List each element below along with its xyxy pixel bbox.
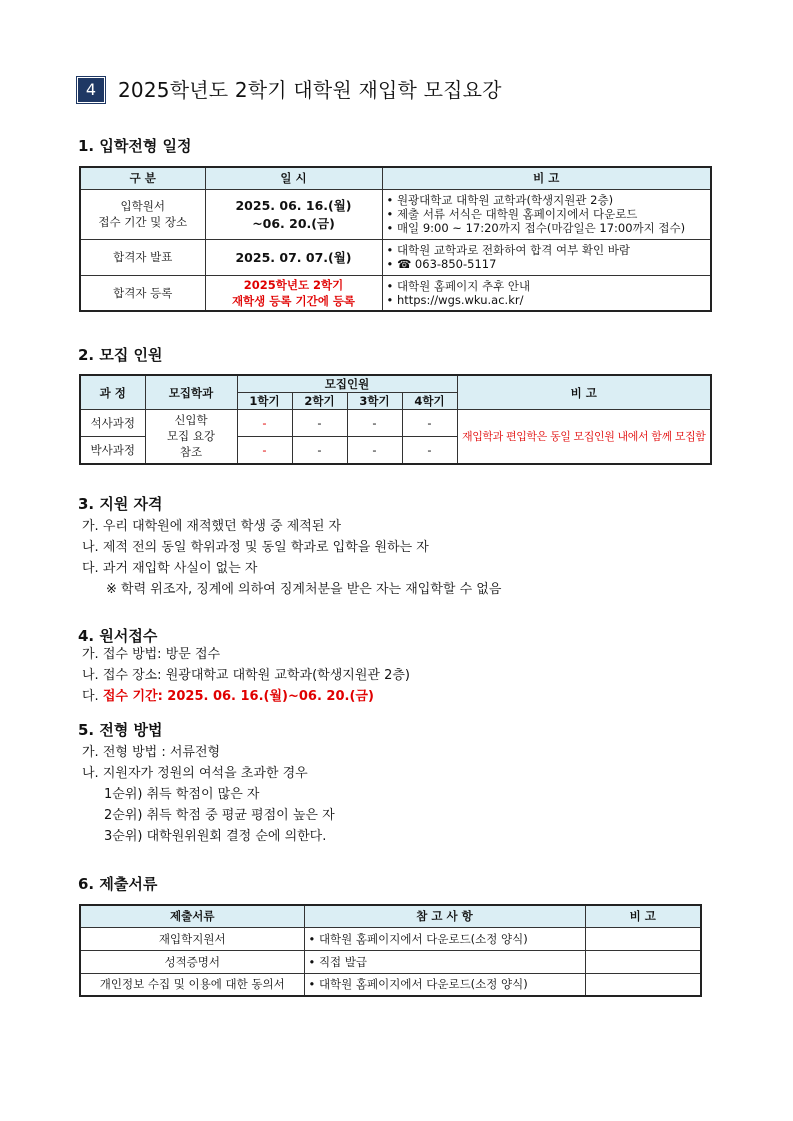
application-item: 가. 접수 방법: 방문 접수: [82, 647, 221, 662]
eligibility-item: 가. 우리 대학원에 재적했던 학생 중 제적된 자: [82, 519, 342, 534]
schedule-row-application: [80, 189, 711, 239]
schedule-notes: [382, 275, 711, 311]
priority-item: 3순위) 대학원위원회 결정 순에 의한다.: [104, 829, 327, 844]
course-name: 박사과정: [80, 437, 145, 464]
label-line: 입학원서: [120, 199, 165, 213]
document-ref: [304, 973, 585, 996]
quota-header-note: 비 고: [457, 375, 711, 410]
ref-text: • 직접 발급: [309, 955, 368, 969]
eligibility-item: 나. 제적 전의 동일 학위과정 및 동일 학과로 입학을 원하는 자: [82, 540, 429, 555]
note-item: • 매일 9:00 ~ 17:20까지 접수(마감일은 17:00까지 접수): [387, 221, 707, 235]
document-note: [585, 973, 701, 996]
semester-4-header: 4학기: [402, 393, 457, 410]
document-note: [585, 927, 701, 950]
document-ref: [304, 927, 585, 950]
application-item: 나. 접수 장소: 원광대학교 대학원 교학과(학생지원관 2층): [82, 668, 410, 683]
schedule-date: [205, 275, 382, 311]
schedule-row-registration: [80, 275, 711, 311]
dept-line: 참조: [179, 445, 203, 460]
documents-row: [80, 950, 701, 973]
quota-value: -: [292, 437, 347, 464]
section3-heading: 3. 지원 자격: [78, 495, 163, 513]
semester-1-header: 1학기: [237, 393, 292, 410]
document-name: 개인정보 수집 및 이용에 대한 동의서: [80, 973, 304, 996]
quota-value: -: [347, 410, 402, 437]
quota-value: -: [237, 410, 292, 437]
priority-item: 1순위) 취득 학점이 많은 자: [104, 787, 260, 802]
section1-heading: 1. 입학전형 일정: [78, 137, 192, 155]
document-title: 2025학년도 2학기 대학원 재입학 모집요강: [118, 78, 502, 102]
eligibility-item: 다. 과거 재입학 사실이 없는 자: [82, 561, 258, 576]
application-period-text: 접수 기간: 2025. 06. 16.(월)~06. 20.(금): [102, 689, 374, 704]
note-item: • ☎ 063-850-5117: [387, 257, 707, 271]
eligibility-note: ※ 학력 위조자, 징계에 의하여 징계처분을 받은 자는 재입학할 수 없음: [106, 582, 502, 597]
document-note: [585, 950, 701, 973]
section5-heading: 5. 전형 방법: [78, 721, 163, 739]
quota-note: 재입학과 편입학은 동일 모집인원 내에서 함께 모집함: [457, 410, 711, 464]
ref-text: • 대학원 홈페이지에서 다운로드(소정 양식): [309, 977, 528, 991]
item-prefix: 다.: [82, 689, 103, 704]
quota-value: -: [237, 437, 292, 464]
quota-header-quota: 모집인원: [237, 375, 457, 393]
quota-value: -: [402, 410, 457, 437]
section3-list: [82, 516, 501, 600]
document-ref: [304, 950, 585, 973]
dept-line: 모집 요강: [166, 429, 216, 444]
document-name: 성적증명서: [80, 950, 304, 973]
quota-header-row: [80, 375, 711, 393]
semester-3-header: 3학기: [347, 393, 402, 410]
quota-value: -: [402, 437, 457, 464]
ref-text: • 대학원 홈페이지에서 다운로드(소정 양식): [309, 932, 528, 946]
quota-table: [79, 374, 712, 465]
application-period: [82, 686, 410, 707]
homepage-link[interactable]: • https://wgs.wku.ac.kr/: [387, 293, 707, 307]
documents-header-note: 비 고: [585, 905, 701, 927]
documents-row: [80, 973, 701, 996]
schedule-row-announcement: [80, 239, 711, 275]
note-item: • 대학원 홈페이지 추후 안내: [387, 279, 707, 293]
schedule-header-note: 비 고: [382, 167, 711, 189]
documents-header-doc: 제출서류: [80, 905, 304, 927]
course-name: 석사과정: [80, 410, 145, 437]
selection-item: 나. 지원자가 정원의 여석을 초과한 경우: [82, 766, 308, 781]
section5-list: [82, 742, 335, 847]
semester-2-header: 2학기: [292, 393, 347, 410]
section2-heading: 2. 모집 인원: [78, 346, 163, 364]
schedule-table: [79, 166, 712, 312]
section4-list: [82, 644, 410, 707]
schedule-notes: [382, 189, 711, 239]
schedule-label: 합격자 등록: [80, 275, 205, 311]
date-line: ~06. 20.(금): [252, 216, 335, 231]
documents-row: [80, 927, 701, 950]
schedule-label: 합격자 발표: [80, 239, 205, 275]
document-title-bar: [78, 76, 598, 106]
section6-heading: 6. 제출서류: [78, 875, 158, 893]
date-line: 2025. 06. 16.(월): [235, 198, 352, 213]
note-item: • 원광대학교 대학원 교학과(학생지원관 2층): [387, 193, 707, 207]
priority-item: 2순위) 취득 학점 중 평균 평점이 높은 자: [104, 808, 335, 823]
quota-header-course: 과 정: [80, 375, 145, 410]
schedule-header-date: 일 시: [205, 167, 382, 189]
schedule-date: 2025. 07. 07.(월): [205, 239, 382, 275]
schedule-date: [205, 189, 382, 239]
quota-value: -: [292, 410, 347, 437]
note-item: • 제출 서류 서식은 대학원 홈페이지에서 다운로드: [387, 207, 707, 221]
schedule-notes: [382, 239, 711, 275]
date-line: 재학생 등록 기간에 등록: [231, 293, 356, 308]
schedule-header-category: 구 분: [80, 167, 205, 189]
dept-line: 신입학: [174, 413, 208, 428]
documents-header-row: [80, 905, 701, 927]
dept-cell: [145, 410, 237, 464]
date-line: 2025학년도 2학기: [243, 277, 344, 292]
quota-header-dept: 모집학과: [145, 375, 237, 410]
schedule-label: [80, 189, 205, 239]
selection-item: 가. 전형 방법 : 서류전형: [82, 745, 221, 760]
quota-row-masters: [80, 410, 711, 437]
note-item: • 대학원 교학과로 전화하여 합격 여부 확인 바람: [387, 243, 707, 257]
section-number-box: 4: [78, 78, 104, 102]
label-line: 접수 기간 및 장소: [98, 215, 188, 229]
document-name: 재입학지원서: [80, 927, 304, 950]
documents-table: [79, 904, 702, 997]
quota-value: -: [347, 437, 402, 464]
schedule-header-row: [80, 167, 711, 189]
documents-header-ref: 참 고 사 항: [304, 905, 585, 927]
section4-heading: 4. 원서접수: [78, 627, 158, 645]
